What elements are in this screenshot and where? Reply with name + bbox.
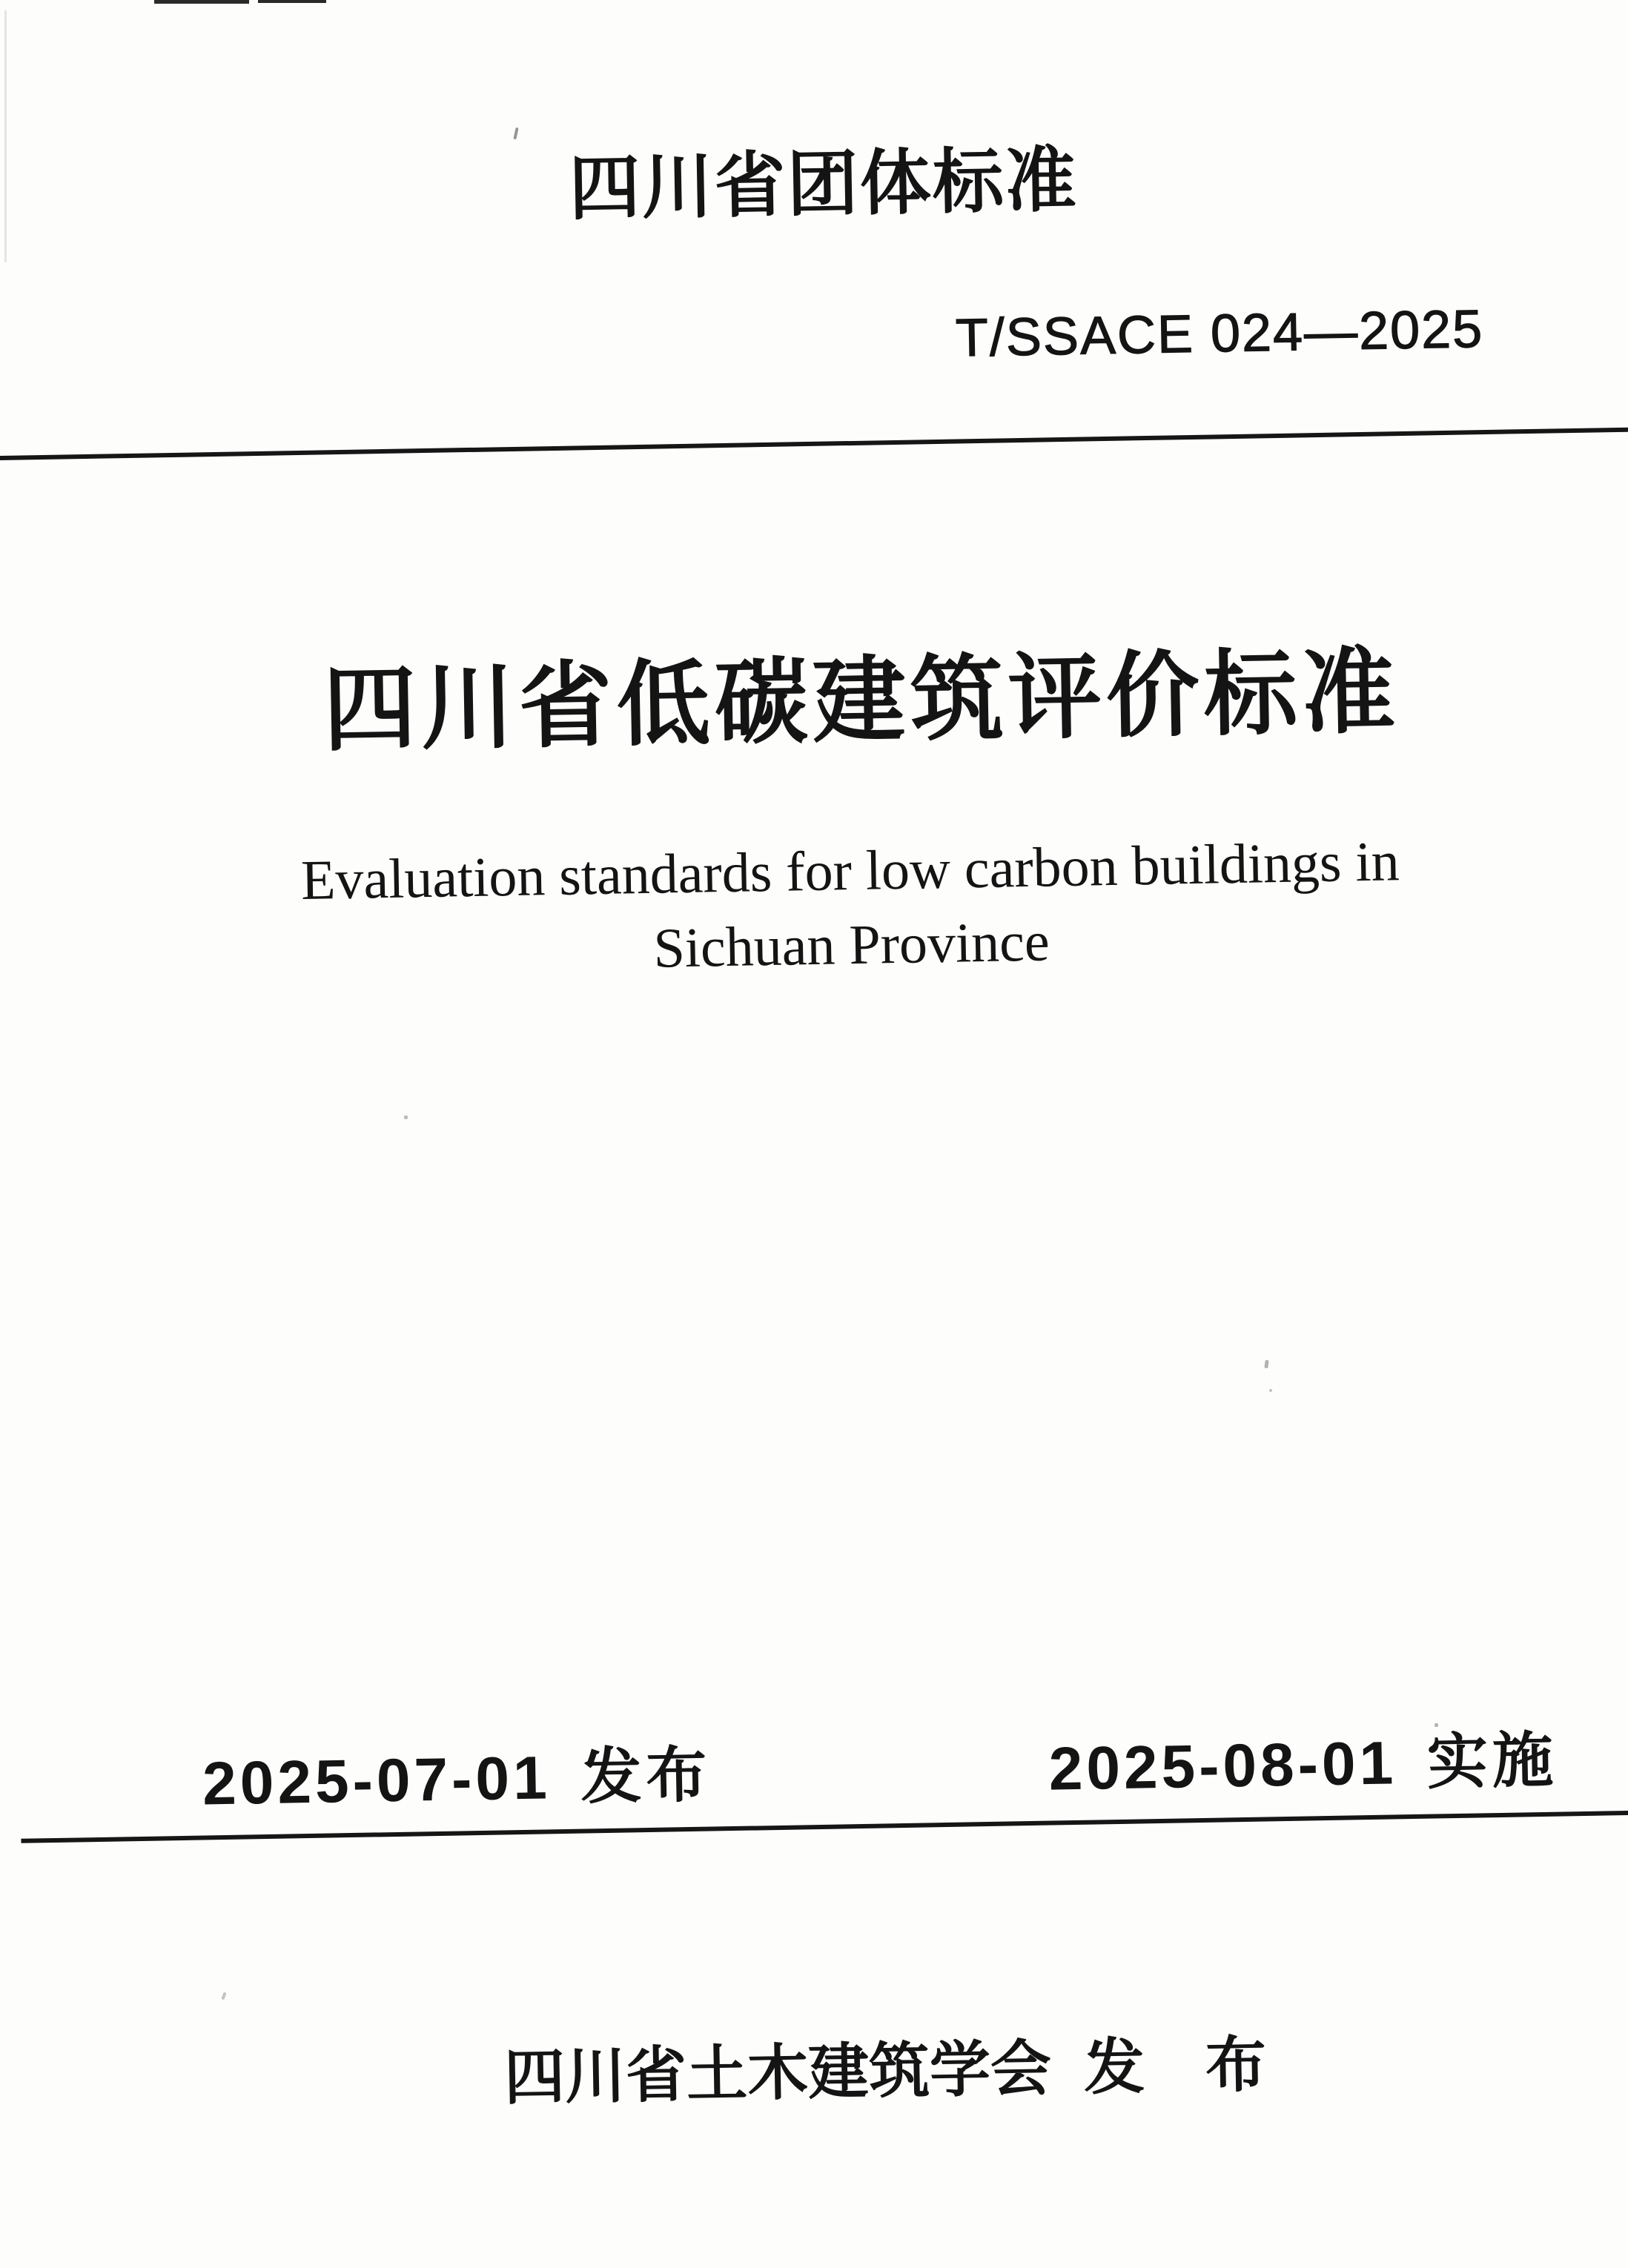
document-title-english-line2: Sichuan Province	[652, 910, 1050, 980]
implementation-date-label: 实施	[1426, 1726, 1558, 1797]
implementation-date-value: 2025-08-01	[1048, 1729, 1397, 1803]
standard-code: T/SSACE 024—2025	[955, 299, 1484, 368]
standard-type-heading: 四川省团体标准	[568, 140, 1079, 229]
document-title-english-line1: Evaluation standards for low carbon buildings in	[300, 830, 1400, 912]
issue-date-value: 2025-07-01	[202, 1744, 552, 1818]
header-rule	[0, 427, 1628, 460]
issue-date-label: 发布	[580, 1741, 712, 1811]
publisher-action-label: 发 布	[1083, 2031, 1267, 2102]
document-title-chinese: 四川省低碳建筑评价标准	[322, 639, 1400, 763]
implementation-date-group	[1048, 1726, 1558, 1803]
scan-speck	[1435, 1723, 1438, 1727]
publisher-line	[126, 2029, 1628, 2116]
publisher-name: 四川省土木建筑学会	[503, 2035, 1052, 2112]
issue-date-group	[202, 1741, 712, 1818]
dates-row	[202, 1726, 1558, 1818]
scan-speck	[404, 1115, 408, 1119]
scan-speck	[1269, 1389, 1272, 1392]
scan-edge-artifact	[258, 0, 326, 3]
scan-edge-artifact	[154, 0, 249, 4]
